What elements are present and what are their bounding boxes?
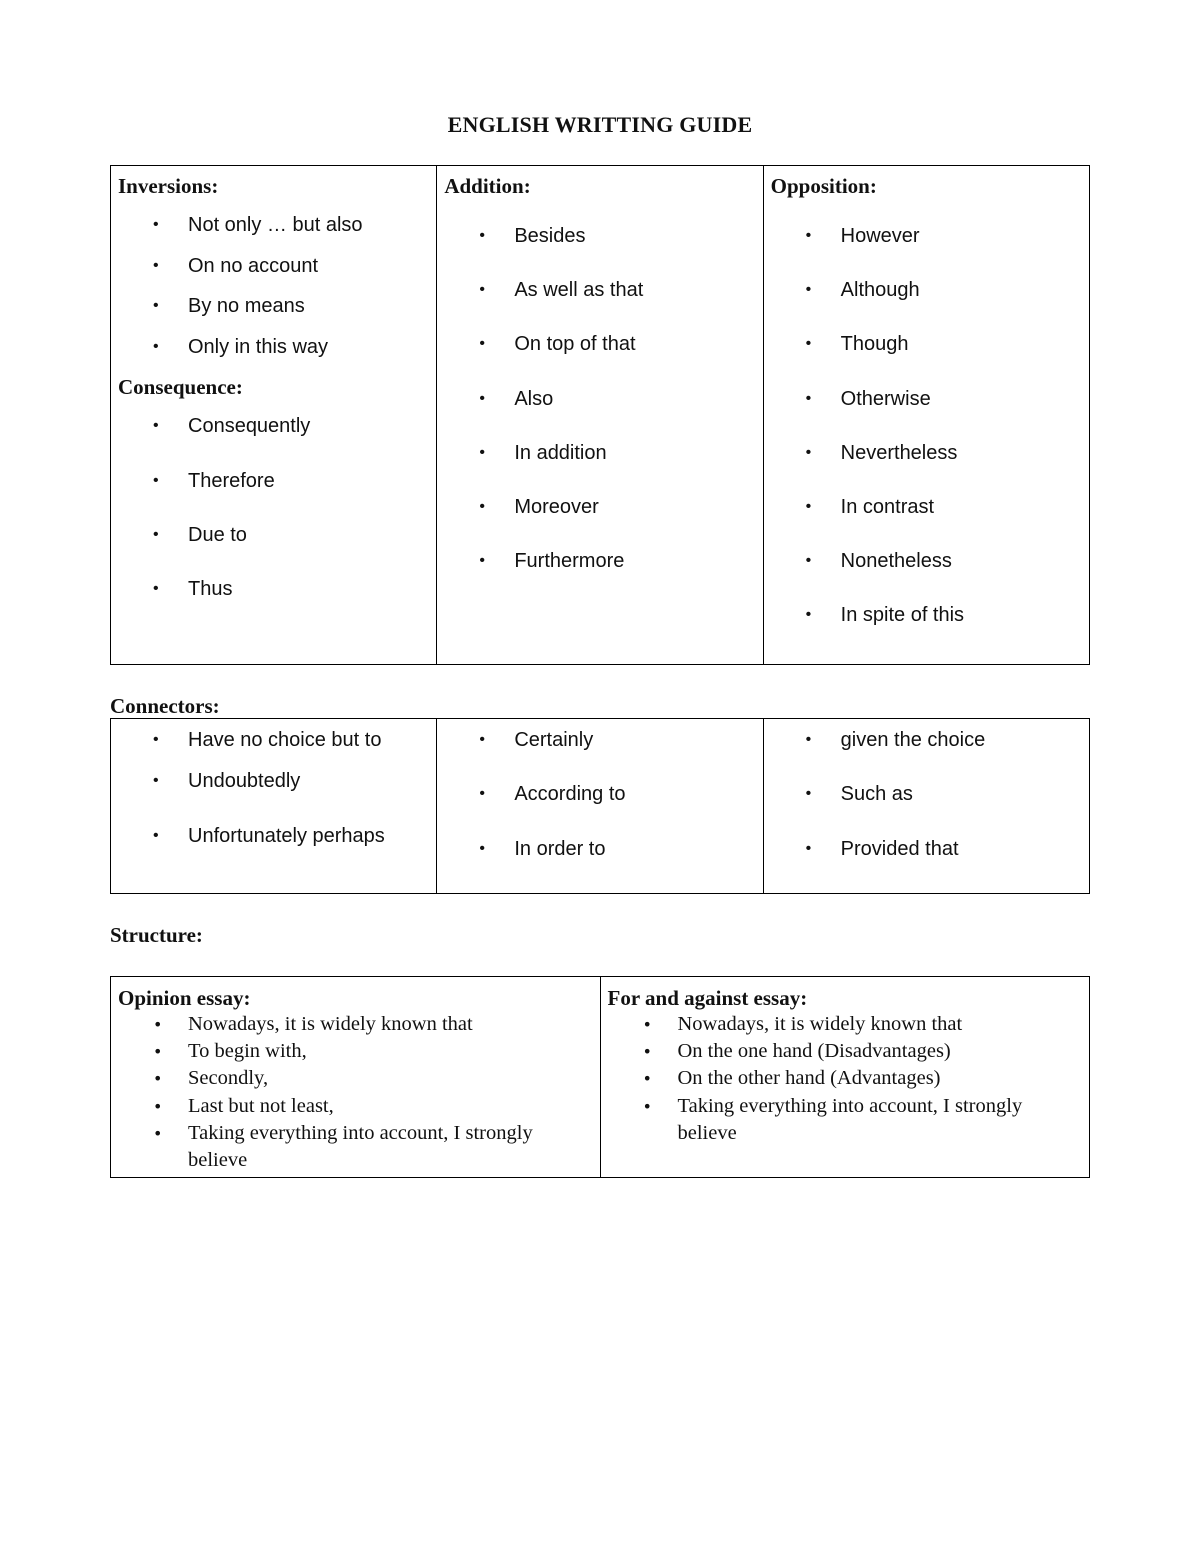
bullet-icon: •: [153, 337, 159, 355]
connectors-cell-1: [111, 719, 437, 894]
list-item: • In order to: [479, 837, 606, 860]
list-item: • Thus: [153, 577, 233, 600]
bullet-icon: •: [479, 731, 485, 748]
bullet-icon: •: [153, 579, 159, 597]
bullet-icon: •: [805, 497, 812, 515]
bullet-icon: •: [153, 216, 159, 233]
bullet-icon: •: [805, 552, 812, 570]
connectors-list-3: [764, 728, 1089, 891]
opposition-heading: Opposition:: [770, 174, 877, 198]
bullet-icon: •: [479, 335, 485, 353]
connectors-list-2: [437, 728, 762, 891]
connectors-cell-3: [763, 719, 1089, 894]
inversions-heading: Inversions:: [118, 174, 219, 198]
consequence-heading: Consequence:: [118, 375, 243, 400]
bullet-icon: •: [153, 256, 159, 274]
bullet-icon: •: [642, 1096, 652, 1116]
list-item: • Taking everything into account, I strongly believe: [153, 1121, 533, 1172]
inversions-consequence-cell: [111, 166, 437, 665]
bullet-icon: •: [479, 281, 485, 299]
opinion-essay-cell: [111, 977, 601, 1178]
list-item: • By no means: [153, 295, 305, 318]
bullet-icon: •: [479, 839, 485, 857]
bullet-icon: •: [153, 471, 159, 489]
opinion-essay-heading: Opinion essay:: [118, 986, 251, 1010]
addition-cell: [437, 166, 763, 665]
consequence-list: [111, 414, 436, 631]
for-against-essay-cell: [600, 977, 1090, 1178]
list-item: • Undoubtedly: [153, 769, 301, 792]
connectors-list-1: [111, 728, 436, 848]
list-item: • Therefore: [153, 469, 275, 492]
bullet-icon: •: [805, 281, 812, 299]
list-item: • Though: [805, 333, 909, 356]
bullet-icon: •: [479, 497, 485, 515]
bullet-icon: •: [642, 1015, 652, 1034]
list-item: • Nowadays, it is widely known that: [601, 1011, 1090, 1038]
bullet-icon: •: [805, 731, 812, 748]
bullet-icon: •: [153, 1096, 163, 1116]
list-item: • On the one hand (Disadvantages): [601, 1038, 1090, 1065]
list-item: • However: [805, 225, 920, 247]
list-item: • Nonetheless: [805, 550, 952, 573]
bullet-icon: •: [805, 443, 812, 461]
list-item: • Due to: [153, 523, 247, 546]
list-item: • On the other hand (Advantages): [601, 1065, 1090, 1092]
bullet-icon: •: [479, 785, 485, 803]
list-item: • Have no choice but to: [153, 729, 382, 751]
list-item: • Also: [479, 387, 554, 410]
connectors-table: [110, 718, 1090, 894]
list-item: • given the choice: [805, 729, 986, 751]
list-item: • Although: [805, 279, 920, 302]
bullet-icon: •: [153, 1042, 163, 1062]
list-item: • Only in this way: [153, 335, 329, 358]
list-item: • On no account: [153, 254, 319, 277]
list-item: • In addition: [479, 441, 607, 464]
addition-heading: Addition:: [444, 174, 531, 198]
bullet-icon: •: [479, 443, 485, 461]
bullet-icon: •: [153, 771, 159, 789]
bullet-icon: •: [805, 389, 812, 407]
bullet-icon: •: [153, 525, 159, 543]
list-item: • Provided that: [805, 837, 959, 860]
bullet-icon: •: [153, 731, 159, 748]
structure-heading: Structure:: [110, 923, 203, 947]
list-item: • Besides: [479, 225, 586, 247]
bullet-icon: •: [805, 606, 812, 624]
bullet-icon: •: [805, 335, 812, 353]
list-item: • Certainly: [479, 729, 594, 751]
bullet-icon: •: [153, 417, 159, 435]
connectors-heading: Connectors:: [110, 694, 220, 718]
bullet-icon: •: [153, 827, 159, 845]
opposition-list: [764, 224, 1089, 658]
list-item: • Taking everything into account, I strongly believe: [642, 1094, 1023, 1144]
list-item: • As well as that: [479, 279, 644, 302]
list-item: • Nevertheless: [805, 441, 958, 464]
for-against-essay-list: [601, 1011, 1090, 1147]
list-item: • Moreover: [479, 495, 599, 518]
bullet-icon: •: [479, 389, 485, 407]
connectors-table-main: [110, 165, 1090, 665]
bullet-icon: •: [153, 1123, 163, 1143]
opposition-cell: [763, 166, 1089, 665]
list-item: • Such as: [805, 783, 913, 806]
opinion-essay-list: [111, 1011, 600, 1174]
page-title: ENGLISH WRITTING GUIDE: [447, 112, 753, 137]
list-item: • Last but not least,: [111, 1093, 600, 1120]
bullet-icon: •: [805, 785, 812, 803]
list-item: • Consequently: [153, 415, 311, 438]
list-item: • Not only … but also: [153, 214, 363, 236]
list-item: • According to: [479, 783, 626, 806]
structure-table: [110, 976, 1090, 1178]
list-item: • Otherwise: [805, 387, 931, 410]
inversions-list: [111, 213, 436, 375]
list-item: • Nowadays, it is widely known that: [111, 1011, 600, 1038]
list-item: • On top of that: [479, 333, 636, 356]
bullet-icon: •: [642, 1069, 652, 1089]
bullet-icon: •: [805, 227, 812, 244]
list-item: • Unfortunately perhaps: [153, 825, 385, 848]
list-item: • To begin with,: [111, 1038, 600, 1065]
bullet-icon: •: [153, 1069, 163, 1089]
bullet-icon: •: [642, 1042, 652, 1062]
bullet-icon: •: [479, 552, 485, 570]
bullet-icon: •: [153, 1015, 163, 1034]
addition-list: [437, 224, 762, 603]
connectors-cell-2: [437, 719, 763, 894]
bullet-icon: •: [805, 839, 812, 857]
bullet-icon: •: [153, 297, 159, 315]
list-item: • Furthermore: [479, 550, 625, 573]
list-item: • Secondly,: [111, 1065, 600, 1092]
for-against-essay-heading: For and against essay:: [607, 986, 808, 1010]
list-item: • In contrast: [805, 495, 935, 518]
list-item: • In spite of this: [805, 604, 965, 627]
bullet-icon: •: [479, 227, 485, 244]
